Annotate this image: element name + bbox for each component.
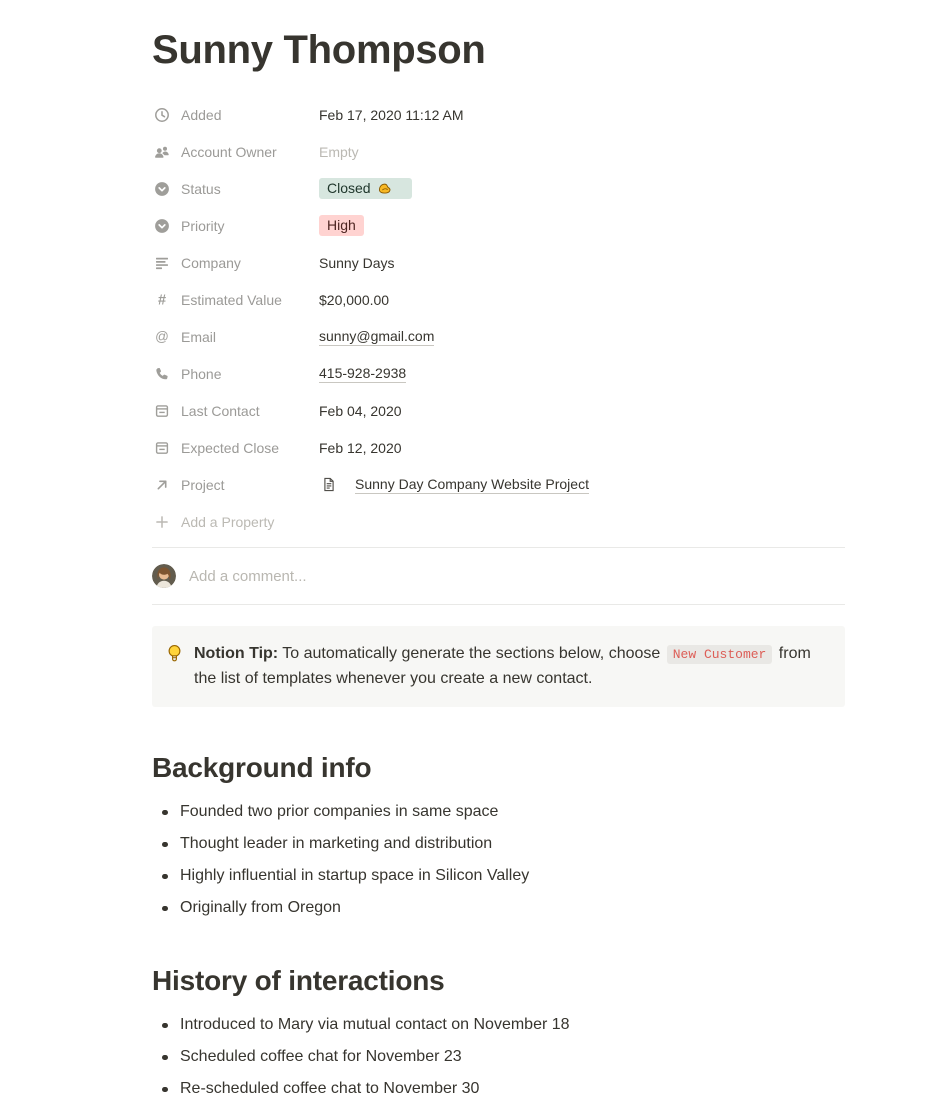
calendar-icon	[154, 403, 170, 419]
property-label[interactable]: Company	[181, 254, 241, 271]
section-heading-0[interactable]: Background info	[152, 752, 372, 783]
tag-closed[interactable]	[319, 178, 412, 199]
property-list	[152, 96, 845, 503]
property-value[interactable]: Feb 04, 2020	[319, 402, 402, 419]
property-label[interactable]: Status	[181, 180, 221, 197]
bullet-item[interactable]: Highly influential in startup space in Silicon Valley	[152, 864, 845, 888]
bullet-item[interactable]: Originally from Oregon	[152, 896, 845, 920]
add-property-button[interactable]	[152, 503, 845, 540]
select-icon	[154, 218, 170, 234]
number-icon	[154, 292, 170, 308]
property-row-status	[152, 170, 845, 207]
tag-label: Closed	[327, 180, 371, 196]
property-row-last-contact	[152, 392, 845, 429]
select-icon	[154, 181, 170, 197]
property-value[interactable]: sunny@gmail.com	[319, 327, 435, 344]
project-page-title: Sunny Day Company Website Project	[355, 475, 589, 492]
property-value[interactable]: Empty	[319, 143, 359, 160]
tag-label: High	[327, 217, 356, 233]
property-row-added	[152, 96, 845, 133]
property-row-priority	[152, 207, 845, 244]
comment-row[interactable]	[152, 547, 845, 605]
plus-icon	[154, 514, 170, 530]
person-icon	[154, 144, 170, 160]
bullet-item[interactable]: Scheduled coffee chat for November 23	[152, 1045, 845, 1069]
property-label[interactable]: Added	[181, 106, 222, 123]
avatar	[152, 564, 176, 588]
phone-icon	[154, 366, 170, 382]
property-label[interactable]: Priority	[181, 217, 225, 234]
property-value[interactable]: 415-928-2938	[319, 364, 407, 381]
arrow-icon	[154, 477, 170, 493]
property-label[interactable]: Last Contact	[181, 402, 260, 419]
callout-before: To automatically generate the sections below, choose	[278, 645, 665, 662]
property-value[interactable]: Sunny Days	[319, 254, 395, 271]
callout-bold: Notion Tip:	[194, 645, 279, 662]
property-label[interactable]: Phone	[181, 365, 222, 382]
property-label[interactable]: Expected Close	[181, 439, 280, 456]
property-row-email	[152, 318, 845, 355]
property-label[interactable]: Estimated Value	[181, 291, 282, 308]
property-value[interactable]: Feb 17, 2020 11:12 AM	[319, 106, 464, 123]
svg-text:@: @	[155, 328, 169, 344]
project-page-link[interactable]	[319, 476, 589, 494]
property-row-estimated-value	[152, 281, 845, 318]
bullet-item[interactable]: Re-scheduled coffee chat to November 30	[152, 1077, 845, 1101]
property-row-project	[152, 466, 845, 503]
tag-high[interactable]	[319, 215, 364, 236]
property-label[interactable]: Project	[181, 476, 225, 493]
svg-text:#: #	[157, 292, 167, 308]
at-icon	[154, 329, 170, 345]
callout-after: from the list of templates whenever you create a new contact.	[194, 645, 811, 687]
calendar-icon	[154, 440, 170, 456]
text-icon	[154, 255, 170, 271]
property-label[interactable]: Email	[181, 328, 217, 345]
body-sections	[152, 750, 845, 1101]
notion-tip-callout	[152, 626, 845, 707]
callout-text	[194, 642, 829, 691]
clock-icon	[154, 107, 170, 123]
comment-input[interactable]: Add a comment...	[189, 567, 307, 585]
property-row-account-owner	[152, 133, 845, 170]
property-row-company	[152, 244, 845, 281]
property-value[interactable]: Feb 12, 2020	[319, 439, 402, 456]
property-row-phone	[152, 355, 845, 392]
section-heading-1[interactable]: History of interactions	[152, 965, 445, 996]
bullet-item[interactable]: Introduced to Mary via mutual contact on November 18	[152, 1013, 845, 1037]
add-property-label: Add a Property	[181, 513, 275, 530]
bullet-list-0	[152, 800, 845, 920]
property-label[interactable]: Account Owner	[181, 143, 277, 160]
bullet-list-1	[152, 1013, 845, 1101]
bullet-item[interactable]: Thought leader in marketing and distribution	[152, 832, 845, 856]
property-row-expected-close	[152, 429, 845, 466]
page-icon	[321, 477, 337, 493]
property-value[interactable]: $20,000.00	[319, 291, 390, 308]
bullet-item[interactable]: Founded two prior companies in same space	[152, 800, 845, 824]
page-title[interactable]: Sunny Thompson	[152, 28, 486, 72]
biceps-emoji	[377, 181, 393, 197]
lightbulb-icon	[166, 644, 188, 669]
template-code-chip[interactable]: New Customer	[667, 645, 773, 664]
